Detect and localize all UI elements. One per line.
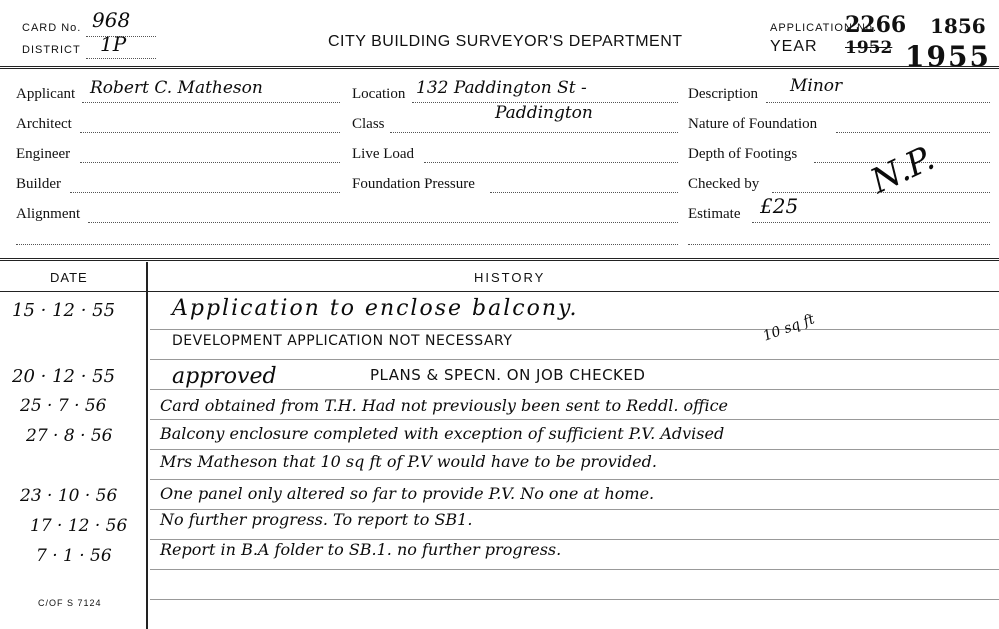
card-no-value: 968 (92, 8, 131, 32)
row-1-history: Application to enclose balcony. (172, 296, 579, 321)
row-9-date: 7 · 1 · 56 (36, 546, 112, 566)
row-7-date: 23 · 10 · 56 (20, 486, 118, 506)
application-no-label: APPLICATION No. (770, 22, 878, 34)
note-10-sq-ft: 10 sq ft (760, 311, 817, 345)
checked-by-value: N.P. (864, 138, 941, 202)
foundation-pressure-label: Foundation Pressure (352, 176, 475, 192)
row-6-history: Mrs Matheson that 10 sq ft of P.V would have to be provided. (160, 452, 657, 471)
location-label: Location (352, 86, 406, 102)
row-8-history: No further progress. To report to SB1. (160, 510, 473, 529)
row-7-history: One panel only altered so far to provide P.V. No one at home. (160, 484, 655, 503)
estimate-label: Estimate (688, 206, 741, 222)
year-stamped: 1955 (905, 40, 991, 73)
row-2-history: DEVELOPMENT APPLICATION NOT NECESSARY (172, 333, 513, 349)
row-4-date: 25 · 7 · 56 (20, 396, 107, 416)
card-no-label: CARD No. (22, 22, 82, 34)
department-title: CITY BUILDING SURVEYOR'S DEPARTMENT (328, 33, 683, 50)
depth-of-footings-label: Depth of Footings (688, 146, 798, 162)
applicant-label: Applicant (16, 86, 76, 102)
year-label: YEAR (770, 38, 818, 55)
description-value: Minor (790, 76, 843, 96)
table-header-divider (0, 291, 999, 292)
district-value: 1P (100, 32, 127, 56)
year-struck: 1952 (845, 38, 893, 58)
architect-label: Architect (16, 116, 72, 132)
application-no-stamped: 1856 (930, 14, 986, 38)
row-8-date: 17 · 12 · 56 (30, 516, 128, 536)
engineer-label: Engineer (16, 146, 71, 162)
row-5-history: Balcony enclosure completed with exception of sufficient P.V. Advised (160, 424, 725, 443)
row-4-history: Card obtained from T.H. Had not previously been sent to Reddl. office (160, 396, 729, 415)
class-label: Class (352, 116, 385, 132)
district-label: DISTRICT (22, 44, 81, 56)
row-5-date: 27 · 8 · 56 (26, 426, 113, 446)
history-column-header: HISTORY (474, 270, 546, 285)
row-9-history: Report in B.A folder to SB.1. no further progress. (160, 540, 562, 559)
header-divider (0, 66, 999, 69)
date-history-separator (146, 262, 148, 629)
nature-of-foundation-label: Nature of Foundation (688, 116, 818, 132)
live-load-label: Live Load (352, 146, 415, 162)
application-no-handwritten: 2266 (845, 12, 907, 38)
checked-by-label: Checked by (688, 176, 760, 192)
location-value-1: 132 Paddington St - (416, 78, 587, 98)
row-1-date: 15 · 12 · 55 (12, 300, 116, 321)
form-code: C/OF S 7124 (38, 598, 102, 608)
alignment-label: Alignment (16, 206, 81, 222)
builder-label: Builder (16, 176, 61, 192)
applicant-value: Robert C. Matheson (90, 78, 263, 98)
table-top-divider (0, 258, 999, 261)
description-label: Description (688, 86, 758, 102)
location-value-2: Paddington (495, 103, 593, 123)
row-3-history: approved (172, 364, 277, 389)
plans-checked-stamp: PLANS & SPECN. ON JOB CHECKED (370, 366, 646, 384)
date-column-header: DATE (50, 270, 88, 285)
estimate-value: £25 (760, 194, 799, 218)
row-3-date: 20 · 12 · 55 (12, 366, 116, 387)
